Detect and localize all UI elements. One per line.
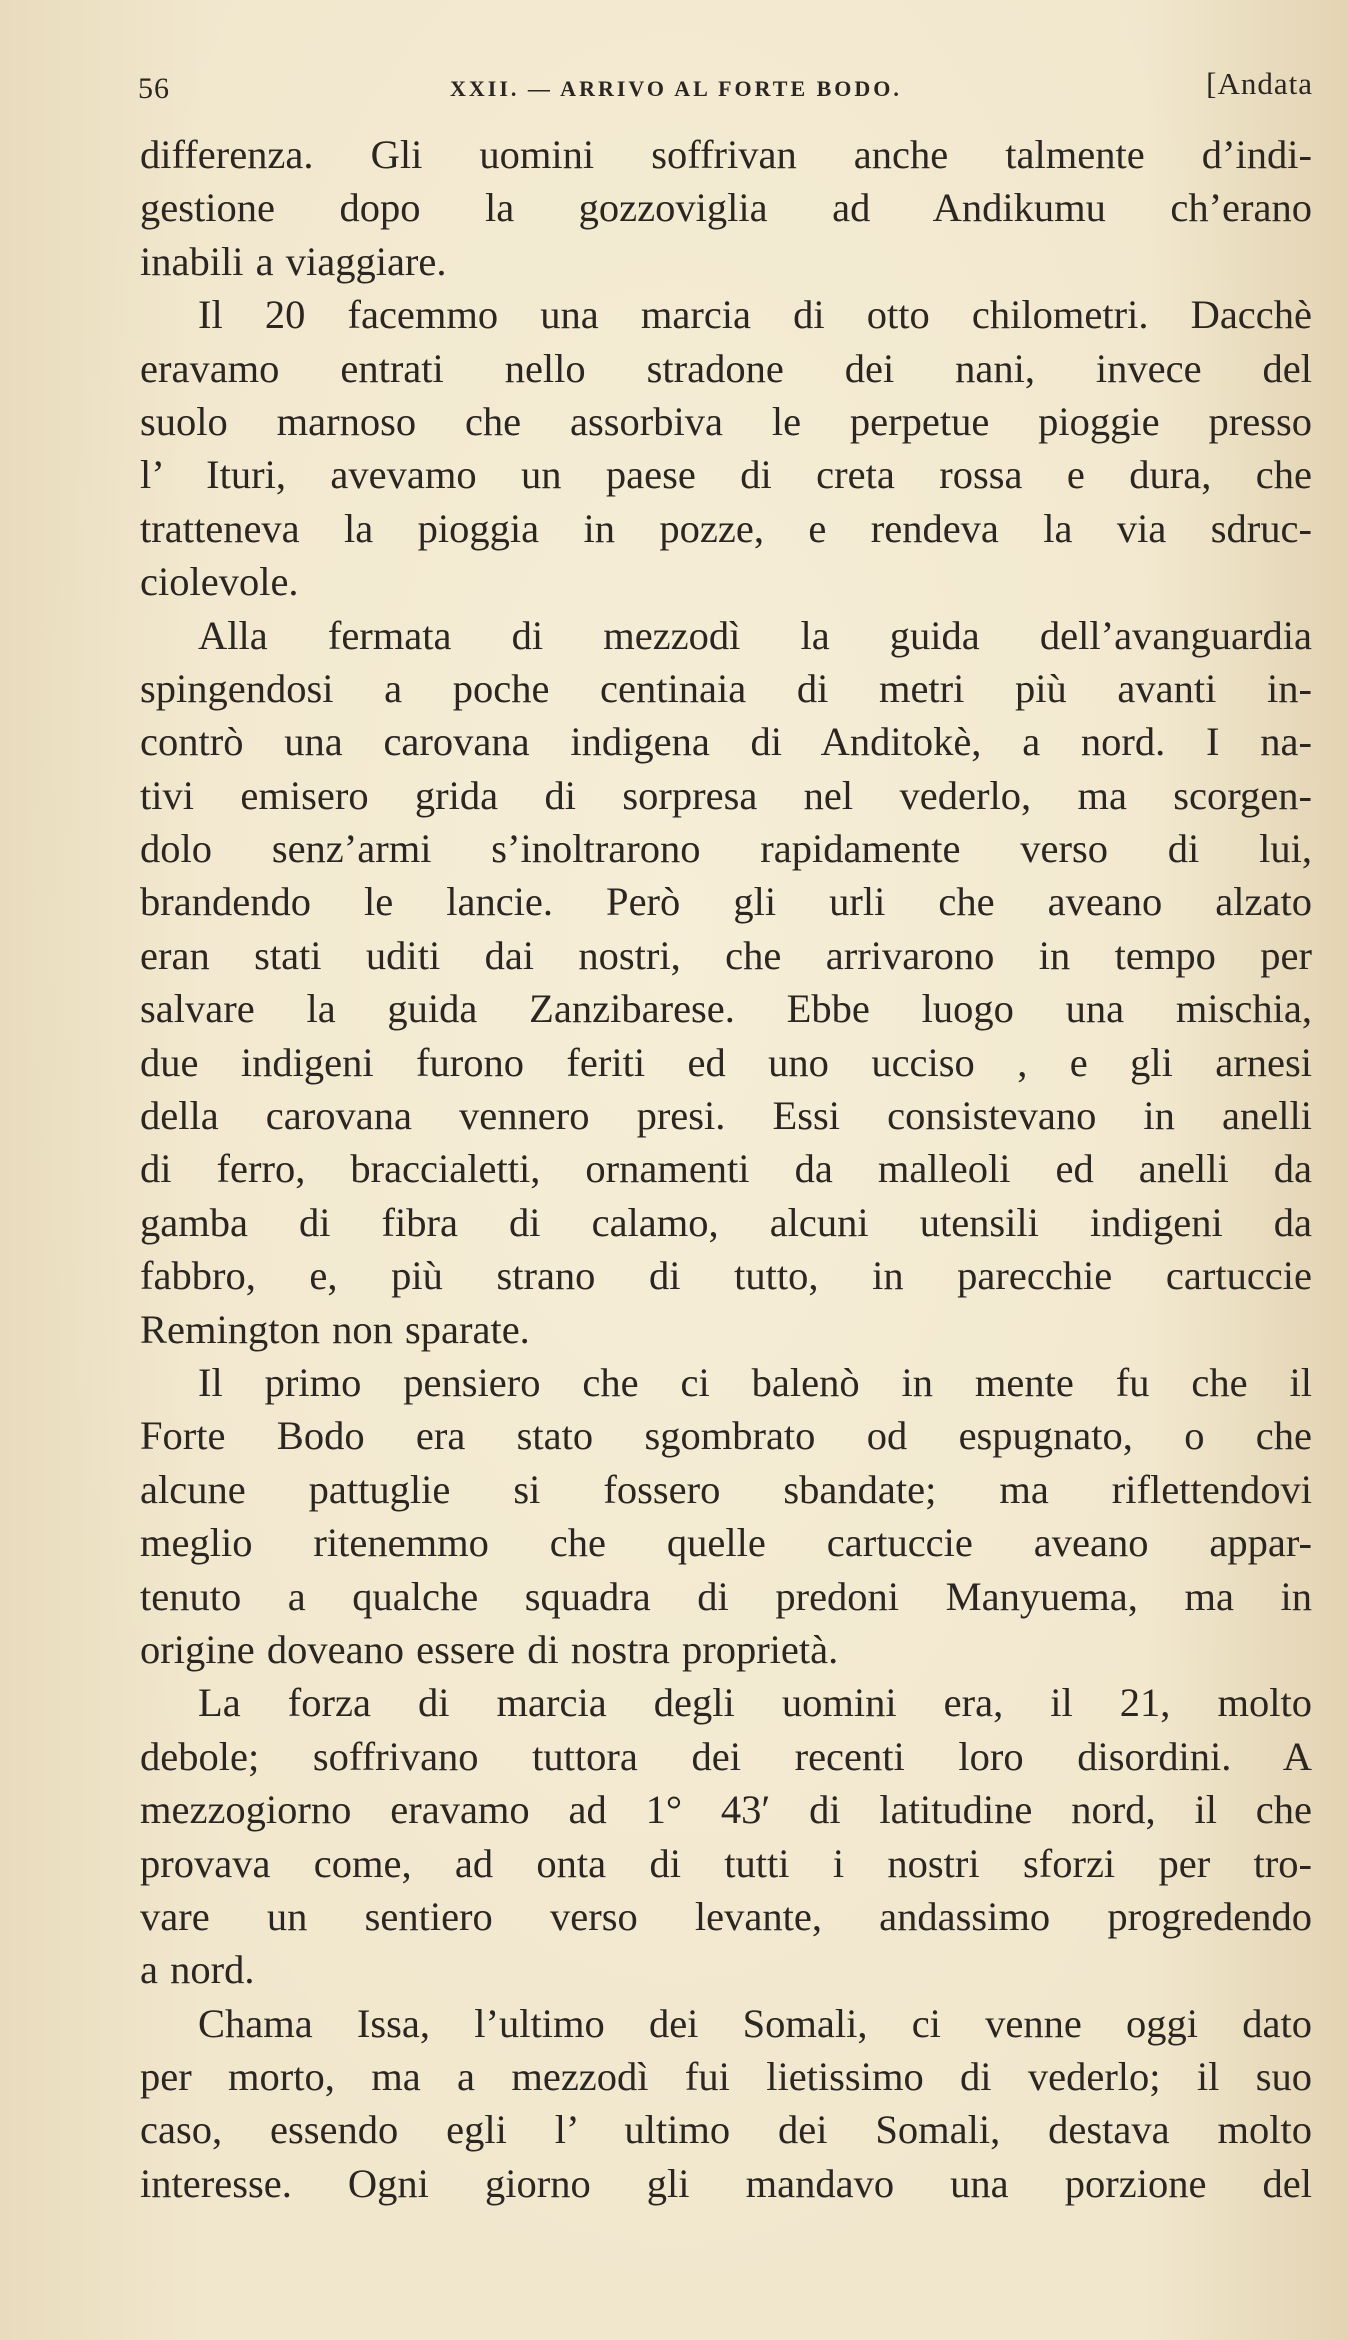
text-line: della carovana vennero presi. Essi consistevano in anelli xyxy=(140,1093,1312,1139)
text-line: gamba di fibra di calamo, alcuni utensili indigeni da xyxy=(140,1199,1312,1245)
text-line: Remington non sparate. xyxy=(140,1306,530,1352)
text-line: tivi emisero grida di sorpresa nel vederlo, ma scorgen- xyxy=(140,772,1312,818)
text-line: Alla fermata di mezzodì la guida dell’avanguardia xyxy=(198,612,1312,658)
text-line: alcune pattuglie si fossero sbandate; ma riflettendovi xyxy=(140,1466,1312,1512)
text-line: due indigeni furono feriti ed uno ucciso , e gli arnesi xyxy=(140,1039,1312,1085)
page-header xyxy=(138,64,1313,114)
text-line: di ferro, braccialetti, ornamenti da malleoli ed anelli da xyxy=(140,1146,1312,1192)
text-line: gestione dopo la gozzoviglia ad Andikumu ch’erano xyxy=(140,185,1312,231)
text-line: suolo marnoso che assorbiva le perpetue pioggie presso xyxy=(140,398,1312,444)
text-line: fabbro, e, più strano di tutto, in parecchie cartuccie xyxy=(140,1253,1312,1299)
text-line: per morto, ma a mezzodì fui lietissimo di vederlo; il suo xyxy=(140,2054,1312,2100)
text-line: interesse. Ogni giorno gli mandavo una porzione del xyxy=(140,2160,1312,2206)
text-line: dolo senz’armi s’inoltrarono rapidamente verso di lui, xyxy=(140,826,1312,872)
text-line: a nord. xyxy=(140,1947,255,1993)
text-line: mezzogiorno eravamo ad 1° 43′ di latitudine nord, il che xyxy=(140,1787,1312,1833)
text-line: spingendosi a poche centinaia di metri più avanti in- xyxy=(140,665,1312,711)
text-line: Il 20 facemmo una marcia di otto chilometri. Dacchè xyxy=(198,292,1312,338)
text-line: vare un sentiero verso levante, andassimo progredendo xyxy=(140,1893,1312,1939)
text-line: Forte Bodo era stato sgombrato od espugnato, o che xyxy=(140,1413,1312,1459)
text-line: ciolevole. xyxy=(140,559,299,605)
text-line: differenza. Gli uomini soffrivan anche talmente d’indi- xyxy=(140,132,1312,177)
text-line: Chama Issa, l’ultimo dei Somali, ci venne oggi dato xyxy=(198,2000,1312,2046)
text-line: salvare la guida Zanzibarese. Ebbe luogo una mischia, xyxy=(140,986,1312,1032)
page-number: 56 xyxy=(138,72,170,105)
text-line: debole; soffrivano tuttora dei recenti loro disordini. A xyxy=(140,1733,1312,1779)
text-line: tenuto a qualche squadra di predoni Manyuema, ma in xyxy=(140,1573,1312,1619)
text-line: meglio ritenemmo che quelle cartuccie aveano appar- xyxy=(140,1520,1312,1566)
text-line: inabili a viaggiare. xyxy=(140,238,447,284)
text-line: eran stati uditi dai nostri, che arrivarono in tempo per xyxy=(140,932,1312,978)
text-line: l’ Ituri, avevamo un paese di creta rossa e dura, che xyxy=(140,452,1312,498)
body-text xyxy=(140,128,1312,2248)
text-line: La forza di marcia degli uomini era, il 21, molto xyxy=(198,1680,1312,1726)
text-line: contrò una carovana indigena di Anditokè, a nord. I na- xyxy=(140,719,1312,765)
running-title: XXII. — ARRIVO AL FORTE BODO. xyxy=(450,76,902,101)
text-line: provava come, ad onta di tutti i nostri sforzi per tro- xyxy=(140,1840,1312,1886)
running-note: [Andata xyxy=(1206,66,1313,101)
text-line: Il primo pensiero che ci balenò in mente fu che il xyxy=(198,1359,1312,1405)
text-line: brandendo le lancie. Però gli urli che aveano alzato xyxy=(140,879,1312,925)
text-line: origine doveano essere di nostra proprietà. xyxy=(140,1626,839,1672)
text-line: caso, essendo egli l’ ultimo dei Somali, destava molto xyxy=(140,2107,1312,2153)
text-line: tratteneva la pioggia in pozze, e rendeva la via sdruc- xyxy=(140,505,1312,551)
text-line: eravamo entrati nello stradone dei nani, invece del xyxy=(140,345,1312,391)
